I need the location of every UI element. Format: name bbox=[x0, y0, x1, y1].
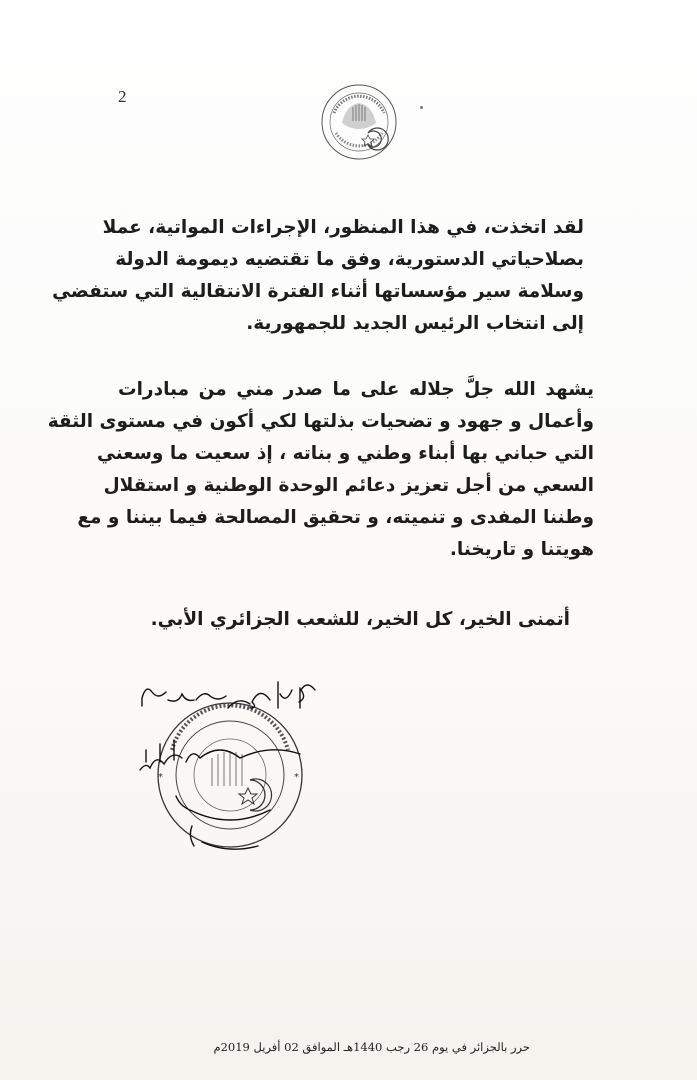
document-date-footer: حرر بالجزائر في يوم 26 رجب 1440هـ الموافق 02 أفريل 2019م bbox=[213, 1040, 530, 1054]
text-line: وسلامة سير مؤسساتها أثناء الفترة الانتقالية التي ستفضي bbox=[52, 281, 584, 302]
paragraph-transitional-measures bbox=[52, 212, 584, 340]
text-line: يشهد الله جلَّ جلاله على ما صدر مني من مبادرات bbox=[118, 379, 594, 400]
text-line: وأعمال و جهود و تضحيات بذلتها لكي أكون في مستوى الثقة bbox=[47, 411, 594, 432]
text-line: السعي من أجل تعزيز دعائم الوحدة الوطنية و استقلال bbox=[103, 475, 594, 496]
svg-text:*: * bbox=[294, 772, 299, 783]
text-line: التي حباني بها أبناء وطني و بناته ، إذ سعيت ما وسعني bbox=[97, 443, 594, 464]
text-line: إلى انتخاب الرئيس الجديد للجمهورية. bbox=[246, 313, 584, 334]
paragraph-closing-wish bbox=[150, 604, 570, 636]
state-seal-icon bbox=[320, 83, 398, 161]
official-stamp-icon bbox=[158, 703, 302, 847]
text-line: وطننا المفدى و تنميته، و تحقيق المصالحة فيما بيننا و مع bbox=[77, 507, 594, 528]
text-line: أتمنى الخير، كل الخير، للشعب الجزائري الأبي. bbox=[150, 609, 570, 630]
paragraph-testimony bbox=[47, 374, 594, 566]
text-line: بصلاحياتي الدستورية، وفق ما تقتضيه ديمومة الدولة bbox=[115, 249, 584, 270]
page-number: 2 bbox=[118, 87, 127, 106]
scan-speck bbox=[420, 106, 423, 109]
text-line: لقد اتخذت، في هذا المنظور، الإجراءات المواتية، عملا bbox=[102, 217, 584, 238]
signature-and-stamp bbox=[110, 660, 320, 860]
svg-text:*: * bbox=[158, 772, 163, 783]
text-line: هويتنا و تاريخنا. bbox=[449, 539, 594, 560]
